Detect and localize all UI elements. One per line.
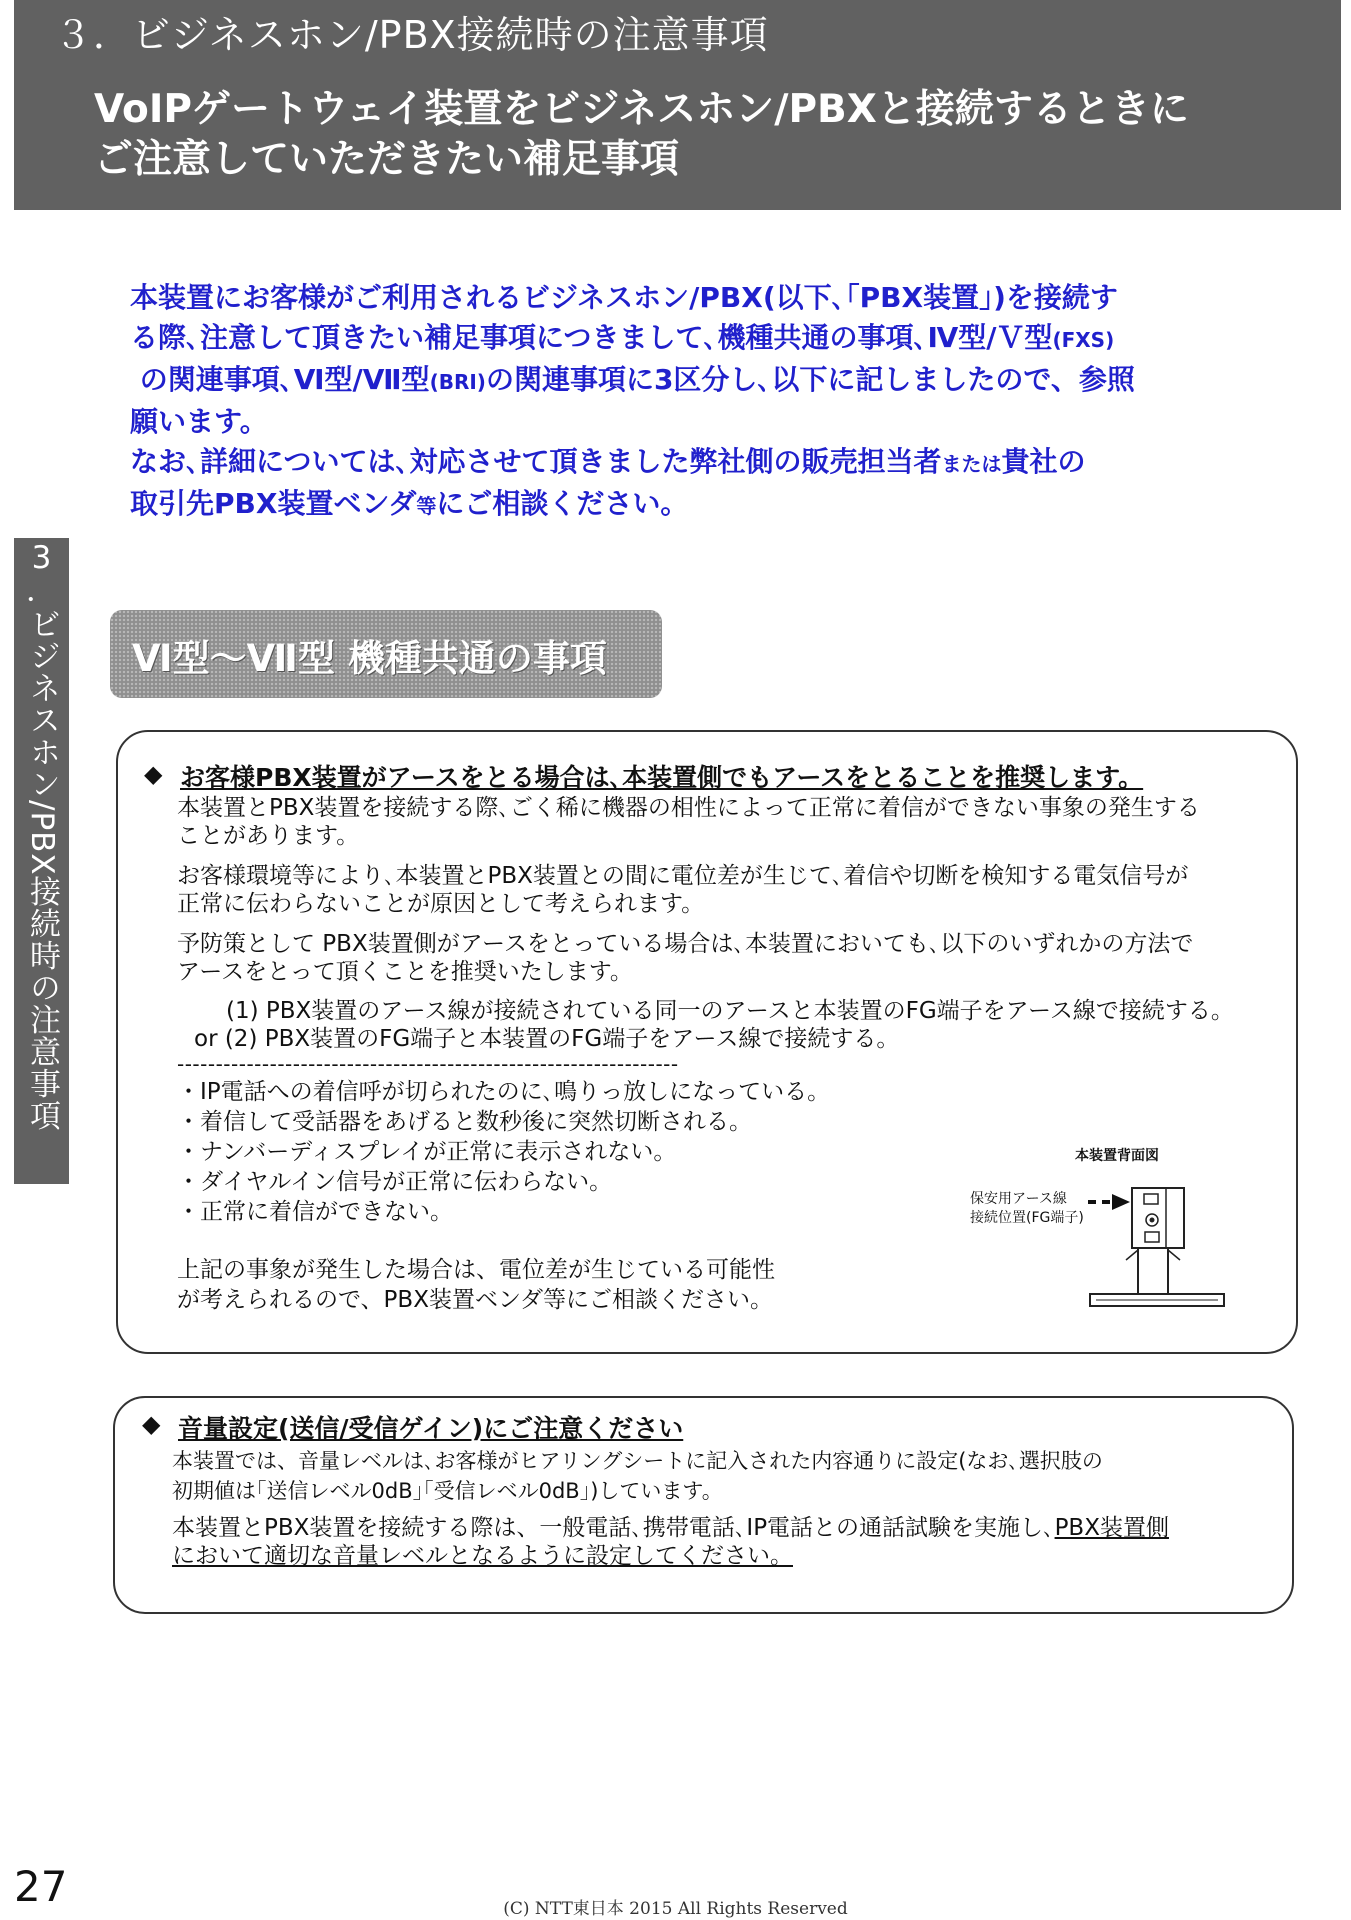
copyright: (C) NTT東日本 2015 All Rights Reserved [503,1899,848,1919]
intro-line: る際､注意して頂きたい補足事項につきまして､機種共通の事項､Ⅳ型/Ｖ型(FXS) [130,321,1115,354]
intro-line: 本装置にお客様がご利用されるビジネスホン/PBX(以下､｢PBX装置｣)を接続す [130,281,1118,314]
conclusion-text: が考えられるので、PBX装置ベンダ等にご相談ください。 [177,1287,774,1313]
method-item: or (2) PBX装置のFG端子と本装置のFG端子をアース線で接続する。 [194,1026,900,1052]
symptom-item: ・正常に着信ができない。 [177,1199,453,1225]
device-rear-view-figure [1088,1180,1228,1310]
side-tab-dot: ． [26,573,57,609]
symptom-item: ・ナンバーディスプレイが正常に表示されない。 [177,1139,677,1165]
symptom-item: ・IP電話への着信呼が切られたのに､鳴りっ放しになっている。 [177,1079,831,1105]
conclusion-text: 上記の事象が発生した場合は、電位差が生じている可能性 [177,1257,775,1283]
intro-line: の関連事項､Ⅵ型/Ⅶ型(BRI)の関連事項に3区分し､以下に記しましたので、参照 [139,363,1135,396]
intro-paragraph-2 [130,442,1270,526]
diamond-bullet-icon: ◆ [144,760,163,788]
body-text: 本装置とPBX装置を接続する際は、一般電話､携帯電話､IP電話との通話試験を実施し､PBX装置側 [172,1515,1169,1541]
body-text: 本装置では、音量レベルは､お客様がヒアリングシートに記入された内容通りに設定(なお､選択肢の [172,1449,1103,1473]
intro-paragraph-1 [130,278,1270,442]
divider: ----------------------------------------------------------------- [177,1052,679,1076]
side-tab-label: ビジネスホン/PBX接続時の注意事項 [24,608,60,1132]
notice-heading-grounding: お客様PBX装置がアースをとる場合は､本装置側でもアースをとることを推奨します。 [180,763,1144,792]
section-side-tab [14,538,69,1184]
section-title: ３．ビジネスホン/PBX接続時の注意事項 [54,13,769,57]
body-text: 本装置とPBX装置を接続する際､ごく稀に機器の相性によって正常に着信ができない事象の発生する [177,795,1200,821]
category-badge [110,610,662,698]
body-text: 初期値は｢送信レベル0dB｣｢受信レベル0dB｣)しています。 [172,1479,723,1503]
body-text: 正常に伝わらないことが原因として考えられます。 [177,891,705,917]
arrow-right-icon [1112,1194,1130,1210]
figure-title: 本装置背面図 [1075,1148,1159,1164]
symptom-item: ・着信して受話器をあげると数秒後に突然切断される。 [177,1109,752,1135]
notice-heading-volume: 音量設定(送信/受信ゲイン)にご注意ください [178,1414,684,1443]
symptom-item: ・ダイヤルイン信号が正常に伝わらない。 [177,1169,613,1195]
page-title-line1: VoIPゲートウェイ装置をビジネスホン/PBXと接続するときに [94,87,1189,132]
body-text: アースをとって頂くことを推奨いたします。 [177,959,633,985]
category-badge-label: Ⅵ型～Ⅶ型 機種共通の事項 [132,637,607,680]
intro-line: 取引先PBX装置ベンダ等にご相談ください。 [130,487,689,520]
body-text: ことがあります。 [177,823,360,849]
intro-line: 願います。 [130,405,268,438]
body-text: において適切な音量レベルとなるように設定してください。 [172,1543,793,1569]
body-text: お客様環境等により､本装置とPBX装置との間に電位差が生じて､着信や切断を検知する電気信号が [177,863,1189,889]
page-title-line2: ご注意していただきたい補足事項 [94,137,680,182]
method-item: (1) PBX装置のアース線が接続されている同一のアースと本装置のFG端子をアース線で接続する。 [226,998,1234,1024]
page-number: 27 [14,1862,68,1911]
page-header [14,0,1341,210]
diamond-bullet-icon: ◆ [142,1410,161,1438]
side-tab-number: 3 [31,540,52,576]
intro-line: なお､詳細については､対応させて頂きました弊社側の販売担当者または貴社の [130,445,1086,478]
figure-callout-label: 保安用アース線 接続位置(FG端子) [970,1191,1084,1226]
body-text: 予防策として PBX装置側がアースをとっている場合は､本装置においても､以下のいずれかの方法で [177,931,1194,957]
